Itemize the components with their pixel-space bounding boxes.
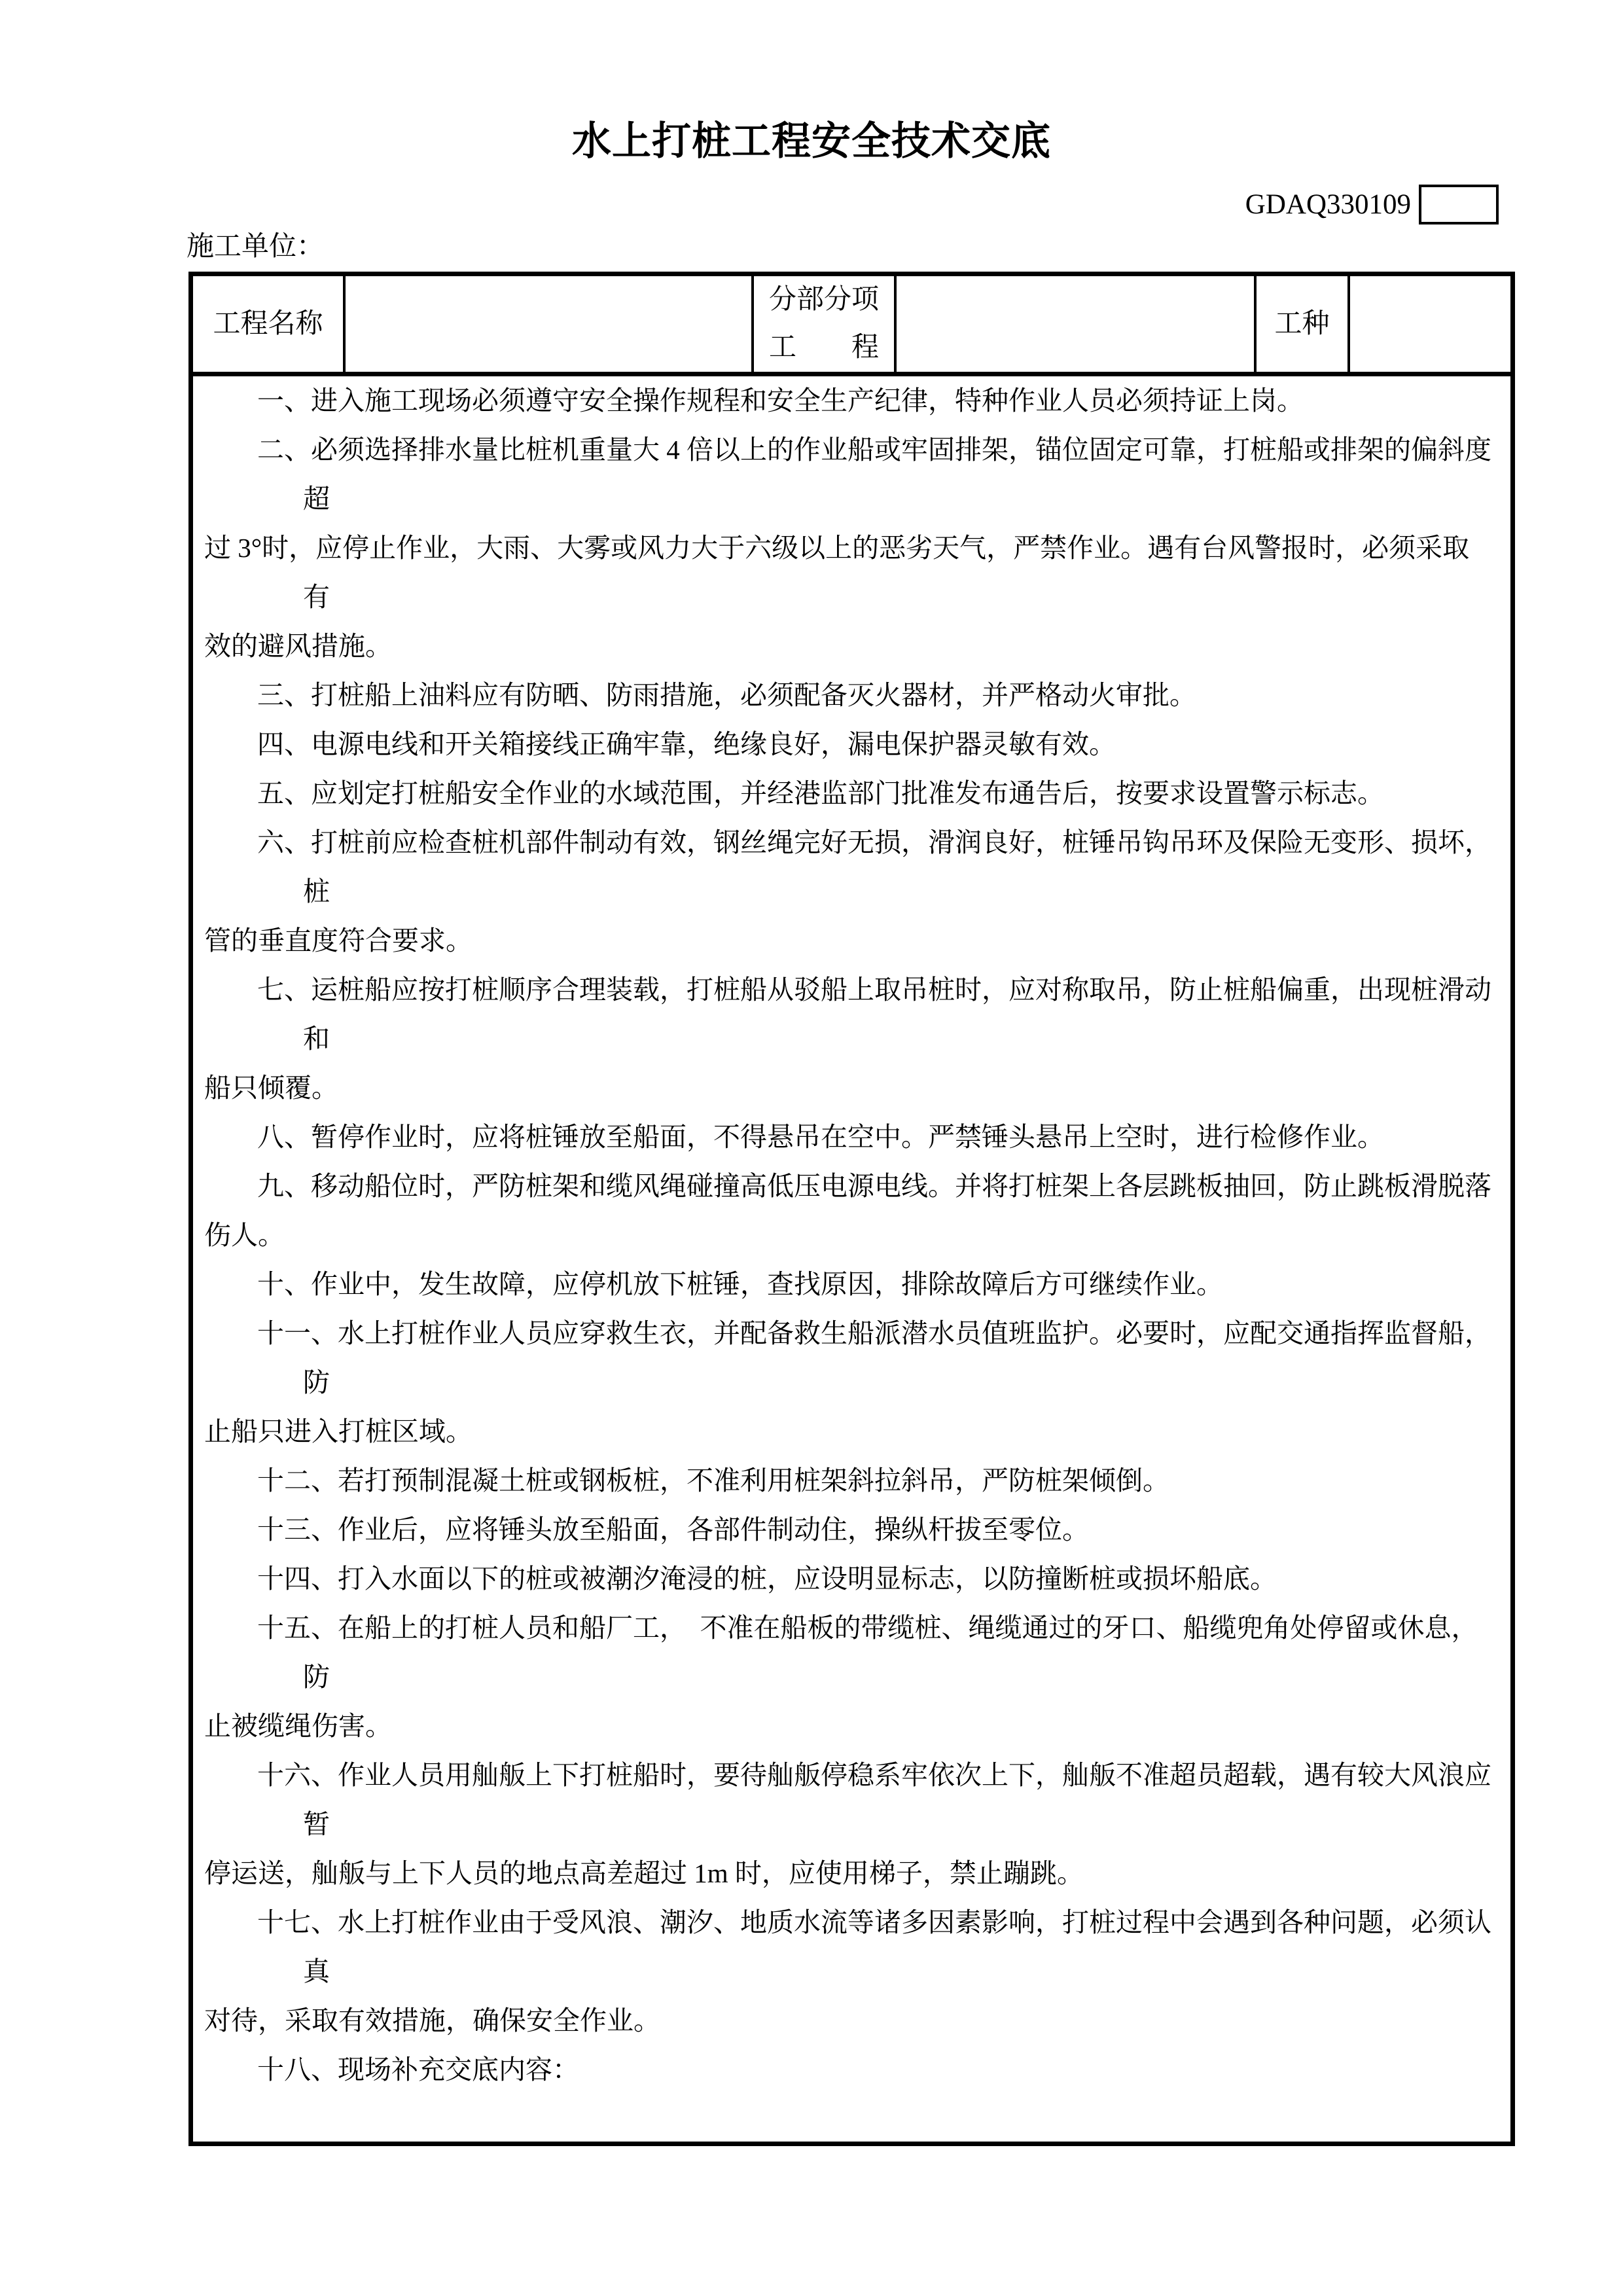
page-title: 水上打桩工程安全技术交底 <box>572 119 1051 163</box>
disclosure-table <box>188 272 1515 2146</box>
body-line: 效的避风措施。 <box>204 631 392 661</box>
body-line: 六、打桩前应检查桩机部件制动有效，钢丝绳完好无损，滑润良好，桩锤吊钩吊环及保险无变形、损坏， <box>257 827 1491 857</box>
body-line: 十二、若打预制混凝土桩或钢板桩，不准利用桩架斜拉斜吊，严防桩架倾倒。 <box>257 1465 1169 1496</box>
body-line: 十、作业中，发生故障，应停机放下桩锤，查找原因，排除故障后方可继续作业。 <box>257 1269 1223 1299</box>
body-line: 十八、现场补充交底内容： <box>257 2054 579 2085</box>
body-line: 十四、打入水面以下的桩或被潮汐淹浸的桩，应设明显标志，以防撞断桩或损坏船底。 <box>257 1564 1277 1594</box>
body-line: 防 <box>303 1367 330 1397</box>
body-line: 十七、水上打桩作业由于受风浪、潮汐、地质水流等诸多因素影响，打桩过程中会遇到各种问题，必须认 <box>257 1907 1491 1937</box>
body-line: 止船只进入打桩区域。 <box>204 1416 473 1446</box>
sub-project-value-cell <box>897 276 1257 372</box>
project-name-value-cell <box>346 276 754 372</box>
work-type-label: 工种 <box>1257 276 1350 372</box>
body-line: 船只倾覆。 <box>204 1073 338 1103</box>
body-line: 暂 <box>303 1809 330 1839</box>
sub-project-label-cell <box>754 276 897 372</box>
body-line: 三、打桩船上油料应有防晒、防雨措施，必须配备灭火器材，并严格动火审批。 <box>257 680 1196 710</box>
body-line: 防 <box>303 1662 330 1692</box>
body-line: 八、暂停作业时，应将桩锤放至船面，不得悬吊在空中。严禁锤头悬吊上空时，进行检修作业。 <box>257 1122 1384 1152</box>
table-body-cell <box>193 376 1510 2142</box>
body-line: 和 <box>303 1024 330 1054</box>
body-line: 伤人。 <box>204 1220 285 1250</box>
form-code-box <box>1419 185 1499 224</box>
body-line: 桩 <box>303 876 330 906</box>
body-line: 十三、作业后，应将锤头放至船面，各部件制动住，操纵杆拔至零位。 <box>257 1515 1089 1545</box>
body-line: 五、应划定打桩船安全作业的水域范围，并经港监部门批准发布通告后，按要求设置警示标志。 <box>257 778 1384 808</box>
body-line: 九、移动船位时，严防桩架和缆风绳碰撞高低压电源电线。并将打桩架上各层跳板抽回，防止跳板滑脱落 <box>257 1171 1491 1201</box>
form-code: GDAQ330109 <box>1245 189 1411 220</box>
body-line: 十一、水上打桩作业人员应穿救生衣，并配备救生船派潜水员值班监护。必要时，应配交通指挥监督船， <box>257 1318 1491 1348</box>
body-line: 过 3°时，应停止作业，大雨、大雾或风力大于六级以上的恶劣天气，严禁作业。遇有台风警报时，必须采取 <box>204 533 1470 563</box>
project-name-label: 工程名称 <box>193 276 346 372</box>
body-line: 二、必须选择排水量比桩机重量大 4 倍以上的作业船或牢固排架，锚位固定可靠，打桩船或排架的偏斜度 <box>257 435 1491 465</box>
sub-project-label-line2: 工 程 <box>768 332 879 363</box>
body-line: 超 <box>303 484 330 514</box>
body-line: 对待，采取有效措施，确保安全作业。 <box>204 2005 660 2036</box>
work-type-value-cell <box>1350 276 1510 372</box>
body-line: 四、电源电线和开关箱接线正确牢靠，绝缘良好，漏电保护器灵敏有效。 <box>257 729 1116 759</box>
body-line: 停运送，舢舨与上下人员的地点高差超过 1m 时，应使用梯子，禁止蹦跳。 <box>204 1858 1084 1888</box>
construction-unit-label: 施工单位： <box>187 232 325 262</box>
sub-project-label-line1: 分部分项 <box>768 285 879 315</box>
form-code-row <box>1245 185 1499 224</box>
table-header-row <box>193 276 1510 376</box>
body-line: 管的垂直度符合要求。 <box>204 925 473 956</box>
body-line: 真 <box>303 1956 330 1986</box>
body-line: 一、进入施工现场必须遵守安全操作规程和安全生产纪律，特种作业人员必须持证上岗。 <box>257 386 1304 416</box>
body-line: 有 <box>303 582 330 612</box>
body-line: 十五、在船上的打桩人员和船厂工， 不准在船板的带缆桩、绳缆通过的牙口、船缆兜角处停留或休息， <box>257 1613 1478 1643</box>
body-line: 止被缆绳伤害。 <box>204 1711 392 1741</box>
body-line: 十六、作业人员用舢舨上下打桩船时，要待舢舨停稳系牢依次上下，舢舨不准超员超载，遇有较大风浪应 <box>257 1760 1491 1790</box>
body-line: 七、运桩船应按打桩顺序合理装载，打桩船从驳船上取吊桩时，应对称取吊，防止桩船偏重，出现桩滑动 <box>257 975 1491 1005</box>
